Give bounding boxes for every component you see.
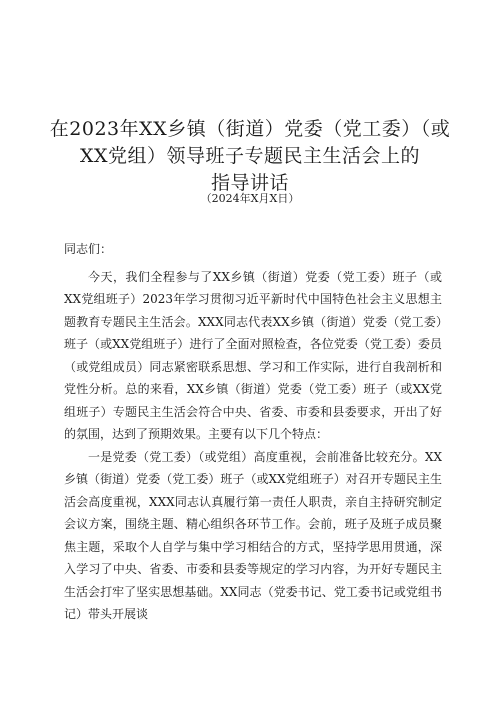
title-line-2: XX党组）领导班子专题民主生活会上的 [79,145,421,167]
title-line-1: 在2023年XX乡镇（街道）党委（党工委）（或 [49,118,451,140]
document-body [64,238,442,626]
document-date: （2024年X月X日） [200,192,300,205]
body-paragraph-1: 今天，我们全程参与了XX乡镇（街道）党委（党工委）班子（或XX党组班子）2023年学习贯彻习近平新时代中国特色社会主义思想主题教育专题民主生活会。XXX同志代表XX乡镇（街道）党委（党工委）班子（或XX党组班子）进行了全面对照检查，各位党委（党工委）委员（或党组成员）同志紧密联系思想、学习和工作实际，进行自我剖析和党性分析。总的来看，XX乡镇（街道）党委（党工委）班子（或XX党组班子）专题民主生活会符合中央、省委、市委和县委要求，开出了好的氛围，达到了预期效果。主要有以下几个特点： [64,269,442,441]
document-title [40,116,460,197]
title-line-3: 指导讲话 [210,172,289,194]
salutation: 同志们： [64,242,113,256]
body-paragraph-2: 一是党委（党工委）（或党组）高度重视，会前准备比较充分。XX乡镇（街道）党委（党工委）班子（或XX党组班子）对召开专题民主生活会高度重视，XXX同志认真履行第一责任人职责，亲自主持研究制定会议方案，围绕主题、精心组织各环节工作。会前，班子及班子成员聚焦主题，采取个人自学与集中学习相结合的方式，坚持学思用贯通，深入学习了中央、省委、市委和县委等规定的学习内容，为开好专题民主生活会打牢了坚实思想基础。XX同志（党委书记、党工委书记或党组书记）带头开展谈 [64,449,442,621]
